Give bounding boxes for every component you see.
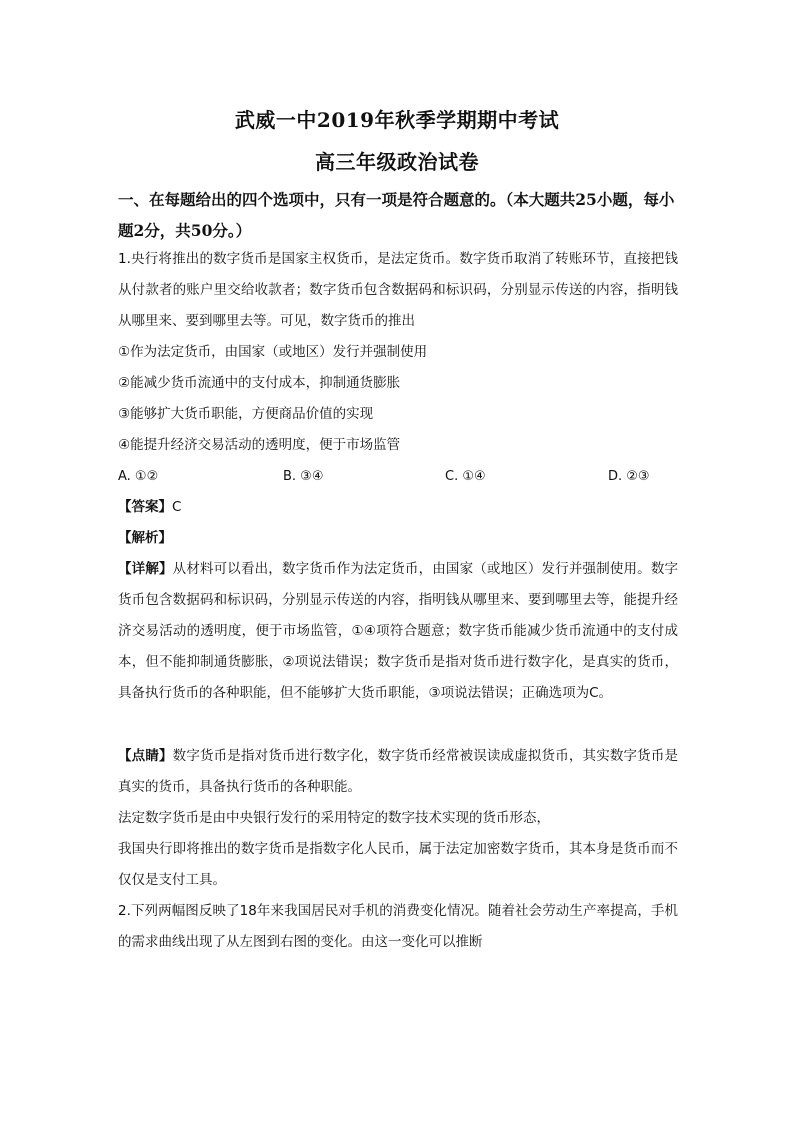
question-1-stem: 1.央行将推出的数字货币是国家主权货币，是法定货币。数字货币取消了转账环节，直接把钱从付款者的账户里交给收款者；数字货币包含数据码和标识码，分别显示传送的内容，指明钱从哪里来、要到哪里去等。可见，数字货币的推出 xyxy=(118,251,678,329)
choice-d: D. ②③ xyxy=(608,469,650,484)
analysis-tag: 【解析】 xyxy=(118,530,172,546)
answer-tag: 【答案】 xyxy=(118,499,172,515)
note-line-2: 我国央行即将推出的数字货币是指数字化人民币，属于法定加密数字货币，其本身是货币而不仅仅是支付工具。 xyxy=(118,841,678,888)
dianjing-tag: 【点睛】 xyxy=(118,748,173,764)
detail-text: 从材料可以看出，数字货币作为法定货币，由国家（或地区）发行并强制使用。数字货币包含数据码和标识码，分别显示传送的内容，指明钱从哪里来、要到哪里去等，能提升经济交易活动的透明度，便于市场监管，①④项符合题意；数字货币能减少货币流通中的支付成本，但不能抑制通货膨胀，②项说法错误；数字货币是指对货币进行数字化，是真实的货币，具备执行货币的各种职能，但不能够扩大货币职能，③项说法错误；正确选项为C。 xyxy=(118,561,679,701)
detail-paragraph xyxy=(118,554,678,709)
question-2-stem: 2.下列两幅图反映了18年来我国居民对手机的消费变化情况。随着社会劳动生产率提高，手机的需求曲线出现了从左图到右图的变化。由这一变化可以推断 xyxy=(118,903,678,950)
question-1-choices xyxy=(118,461,678,492)
section-heading: 一、在每题给出的四个选项中，只有一项是符合题意的。（本大题共25小题，每小题2分，共50分。） xyxy=(118,190,675,240)
answer-line xyxy=(118,492,181,523)
analysis-line xyxy=(118,523,172,554)
question-1-statement-2: ②能减少货币流通中的支付成本，抑制通货膨胀 xyxy=(118,375,401,391)
choice-a: A. ①② xyxy=(118,469,159,484)
question-1-statement-1: ①作为法定货币，由国家（或地区）发行并强制使用 xyxy=(118,344,428,360)
question-1-statement-4: ④能提升经济交易活动的透明度，便于市场监管 xyxy=(118,437,401,453)
question-1-statement-3: ③能够扩大货币职能，方便商品价值的实现 xyxy=(118,406,374,422)
answer-value: C xyxy=(172,499,182,515)
dianjing-text: 数字货币是指对货币进行数字化，数字货币经常被误读成虚拟货币，其实数字货币是真实的货币，具备执行货币的各种职能。 xyxy=(118,748,679,795)
note-line-1: 法定数字货币是由中央银行发行的采用特定的数字技术实现的货币形态， xyxy=(118,810,550,826)
exam-title: 武威一中2019年秋季学期期中考试 xyxy=(234,108,560,132)
choice-b: B. ③④ xyxy=(283,469,324,484)
exam-subtitle: 高三年级政治试卷 xyxy=(315,150,479,174)
choice-c: C. ①④ xyxy=(445,469,486,484)
detail-tag: 【详解】 xyxy=(118,561,173,577)
dianjing-paragraph xyxy=(118,741,678,803)
